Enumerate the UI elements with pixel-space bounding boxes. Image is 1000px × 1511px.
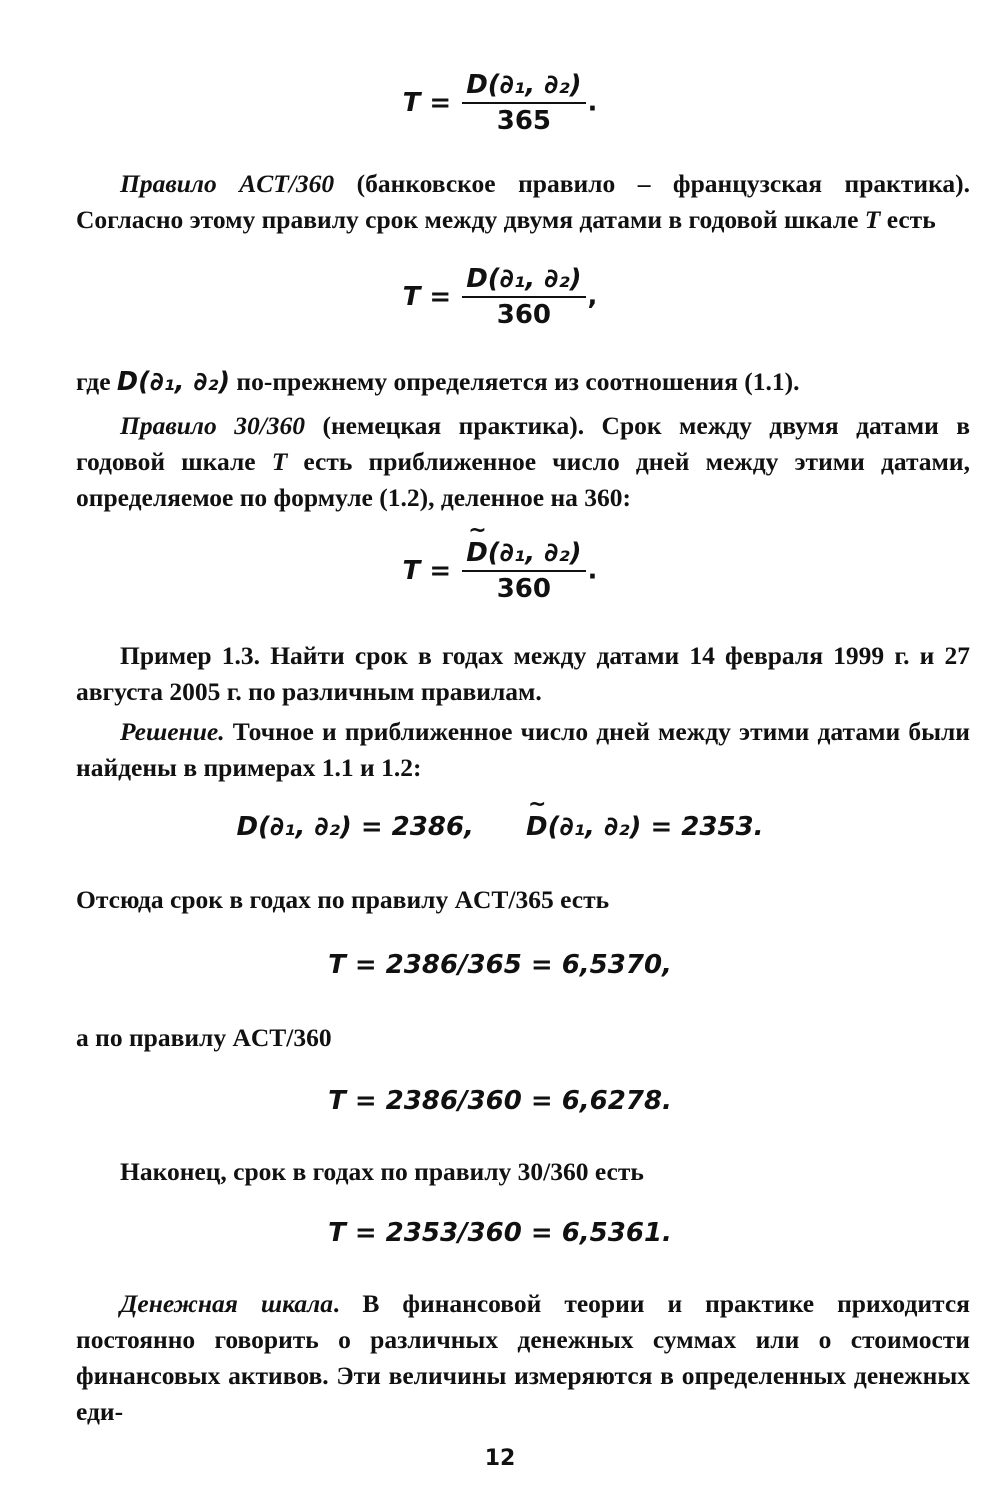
paragraph-where bbox=[76, 364, 970, 400]
formula-lhs: T = bbox=[402, 88, 452, 118]
paragraph-text: Точное и приближенное число дней между этими датами были найдены в примерах 1.1 и 1.2: bbox=[76, 717, 970, 782]
formula-30-360 bbox=[0, 538, 1000, 604]
paragraph-text: Отсюда срок в годах по правилу ACT/365 есть bbox=[76, 885, 610, 914]
variable-t: T bbox=[864, 205, 881, 234]
paragraph-text: есть bbox=[880, 205, 936, 234]
fraction bbox=[462, 70, 585, 136]
formula-text: T = 2386/360 = 6,6278. bbox=[328, 1086, 672, 1116]
fraction-denominator: 360 bbox=[496, 300, 552, 330]
inline-math: D(∂₁, ∂₂) bbox=[116, 367, 231, 397]
paragraph-example-1-3 bbox=[76, 638, 970, 710]
numerator-args: (∂₁, ∂₂) bbox=[487, 538, 582, 568]
fraction-numerator: D(∂₁, ∂₂) bbox=[462, 264, 585, 298]
formula-result-act360 bbox=[0, 1086, 1000, 1116]
exact-days: D(∂₁, ∂₂) = 2386, bbox=[236, 812, 474, 842]
fraction-denominator: 365 bbox=[496, 106, 552, 136]
paragraph-text: есть приближенное число дней между этими датами, определяемое по формуле (1.2), деленное на 360: bbox=[76, 447, 970, 512]
paragraph-text: по-прежнему определяется из соотношения (1.1). bbox=[230, 367, 800, 396]
paragraph-text: (банковское правило – французская практика). Согласно этому правилу срок между двумя датами в годовой шкале bbox=[76, 169, 970, 234]
paragraph-text: (немецкая практика). Срок между двумя датами в годовой шкале bbox=[76, 411, 970, 476]
fraction bbox=[462, 538, 585, 604]
formula-text: T = 2386/365 = 6,5370, bbox=[328, 950, 672, 980]
paragraph-text: Наконец, срок в годах по правилу 30/360 есть bbox=[120, 1157, 644, 1186]
paragraph-money-scale bbox=[76, 1286, 970, 1430]
formula-result-act365 bbox=[0, 950, 1000, 980]
fraction-numerator bbox=[462, 538, 585, 572]
paragraph-text: Пример 1.3. Найти срок в годах между датами 14 февраля 1999 г. и 27 августа 2005 г. по различным правилам. bbox=[76, 641, 970, 706]
d-tilde: ~ D bbox=[526, 812, 548, 842]
rule-title: Правило 30/360 bbox=[120, 411, 306, 440]
page-number: 12 bbox=[484, 1446, 516, 1471]
fraction-denominator: 360 bbox=[496, 574, 551, 604]
formula-result-30-360 bbox=[0, 1218, 1000, 1248]
paragraph-text: . В финансовой теории и практике приходится постоянно говорить о различных денежных суммах или о стоимости финансовых активов. Эти величины измеряются в определенных денежных еди- bbox=[76, 1289, 970, 1426]
approx-days bbox=[526, 812, 763, 842]
formula-day-counts bbox=[0, 812, 1000, 842]
formula-lhs: T = bbox=[402, 282, 452, 312]
formula-act360 bbox=[0, 264, 1000, 330]
fraction-numerator: D(∂₁, ∂₂) bbox=[462, 70, 585, 104]
formula-punct: , bbox=[587, 281, 598, 312]
rule-title: Правило ACT/360 bbox=[120, 169, 335, 198]
paragraph-act360-rule bbox=[76, 166, 970, 238]
paragraph-text: где bbox=[76, 367, 117, 396]
paragraph-act365-result bbox=[76, 882, 970, 918]
formula-text: T = 2353/360 = 6,5361. bbox=[328, 1218, 672, 1248]
paragraph-30-360-rule bbox=[76, 408, 970, 516]
formula-punct: . bbox=[587, 555, 598, 586]
paragraph-30-360-result bbox=[76, 1154, 970, 1190]
paragraph-solution bbox=[76, 714, 970, 786]
variable-t: T bbox=[271, 447, 288, 476]
paragraph-text: а по правилу ACT/360 bbox=[76, 1023, 332, 1052]
solution-title: Решение. bbox=[120, 717, 225, 746]
paragraph-act360-result bbox=[76, 1020, 970, 1056]
formula-punct: . bbox=[587, 87, 598, 118]
fraction bbox=[462, 264, 585, 330]
formula-act365 bbox=[0, 70, 1000, 136]
approx-days-rest: (∂₁, ∂₂) = 2353. bbox=[547, 812, 764, 842]
formula-lhs: T = bbox=[402, 556, 452, 586]
section-title: Денежная шкала bbox=[120, 1289, 334, 1318]
d-tilde: ~ D bbox=[466, 538, 488, 568]
